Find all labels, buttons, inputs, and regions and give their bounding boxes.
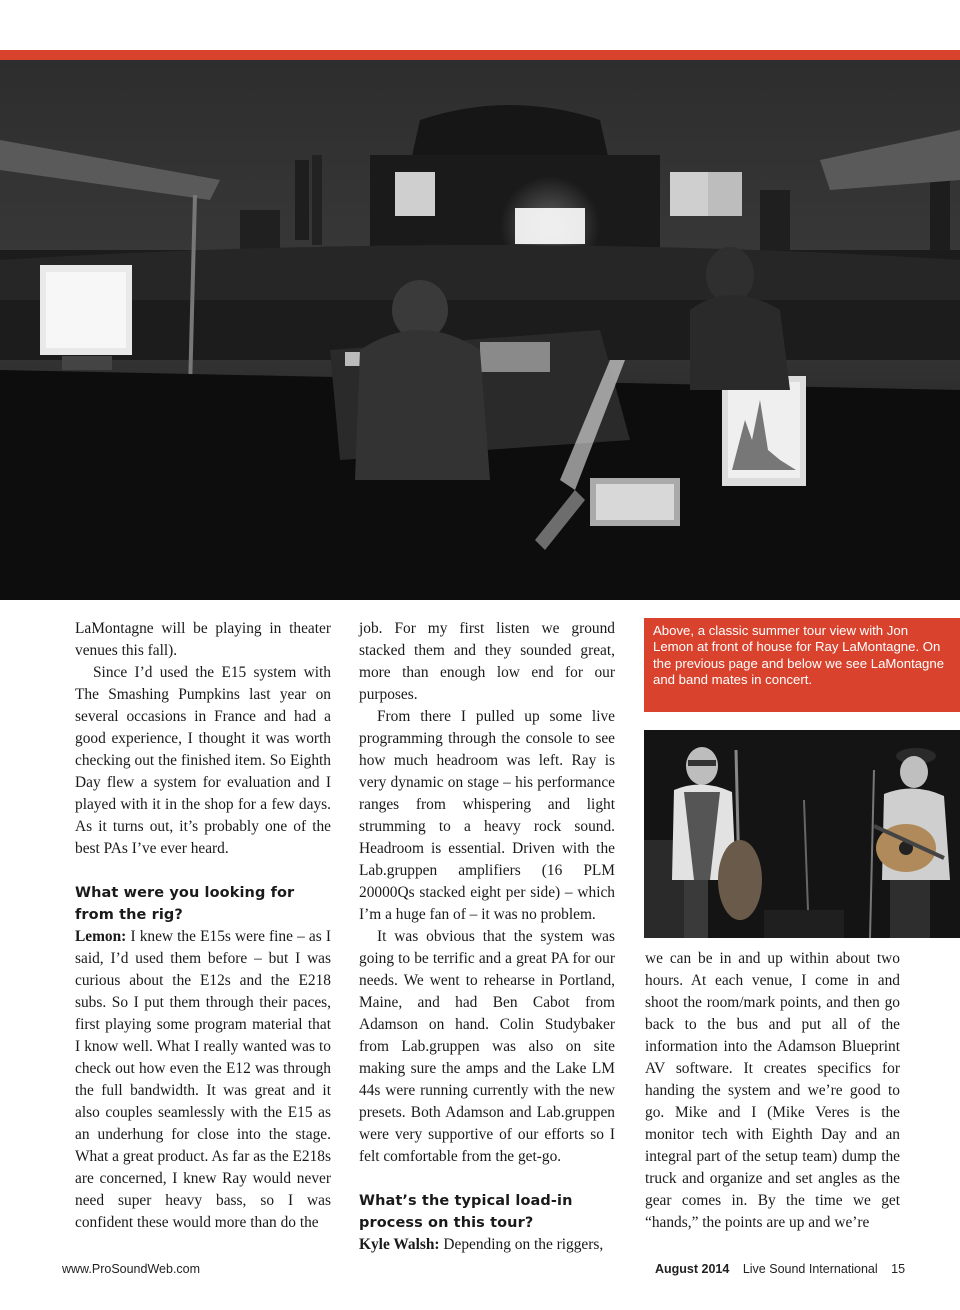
interview-question-heading: What were you looking for from the rig? [75, 885, 295, 923]
publication-name: Live Sound International [742, 1262, 878, 1276]
article-column-2 [359, 618, 615, 1256]
article-column-3 [645, 948, 900, 1234]
answer-text: I knew the E15s were fine – as I said, I’d used them before – but I was curious about the E12s and the E218 subs. So I put them through their paces, first playing some program material that I know well. What I really wanted was to check out how even the E12 was through the full bandwidth. It was great and it also couples seamlessly with the E15 as an underhung for close into the stage. What a great product. As far as the E218s are concerned, I knew Ray would never need super heavy bass, so I was confident these would more than do the [75, 928, 331, 1231]
speaker-name: Lemon: [75, 928, 127, 945]
interview-answer [75, 926, 331, 1234]
paragraph: From there I pulled up some live programming through the console to see how much headroom was left. Ray is very dynamic on stage – his performance ranges from whispering and light strumming to a heavy rock sound. Headroom is essential. Driven with the Lab.gruppen amplifiers (16 PLM 20000Qs stacked eight per side) – which I’m a huge fan of – it was no problem. [359, 708, 615, 923]
paragraph: Since I’d used the E15 system with The Smashing Pumpkins last year on several occasions in France and had a good experience, I thought it was worth checking out the finished item. So Eighth Day flew a system for evaluation and I played with it in the shop for a few days. As it turns out, it’s probably one of the best PAs I’ve ever heard. [75, 664, 331, 857]
footer-website: www.ProSoundWeb.com [62, 1262, 201, 1276]
issue-date: August 2014 [655, 1262, 730, 1276]
article-column-1 [75, 618, 331, 1234]
page-number: 15 [891, 1262, 906, 1276]
answer-text: Depending on the riggers, [439, 1236, 604, 1253]
paragraph: job. For my first listen we ground stacked them and they sounded great, more than enough low end for our purposes. [359, 620, 615, 703]
interview-answer [359, 1234, 615, 1256]
band-concert-photo [644, 730, 960, 938]
photo-caption: Above, a classic summer tour view with Jon Lemon at front of house for Ray LaMontagne. On the previous page and below we see LaMontagne and band mates in concert. [644, 618, 960, 712]
footer-info [655, 1262, 915, 1276]
paragraph: we can be in and up within about two hours. At each venue, I come in and shoot the room/mark points, and then go back to the bus and put all of the information into the Adamson Blueprint AV software. It creates specifics for handing the system and we’re good to go. Mike and I (Mike Veres is the monitor tech with Eighth Day and an integral part of the setup team) dump the truck and organize and set angles as the gear comes in. By the time we get “hands,” the points are up and we’re [645, 950, 900, 1231]
speaker-name: Kyle Walsh: [359, 1236, 440, 1253]
interview-question-heading: What’s the typical load-in process on this tour? [359, 1193, 573, 1231]
top-accent-bar [0, 50, 960, 60]
paragraph: LaMontagne will be playing in theater venues this fall). [75, 620, 331, 659]
paragraph: It was obvious that the system was going to be terrific and a great PA for our needs. We went to rehearse in Portland, Maine, and had Ben Cabot from Adamson on hand. Colin Studybaker from Lab.gruppen was also on site making sure the amps and the Lake LM 44s were running currently with the new presets. Both Adamson and Lab.gruppen were very supportive of our efforts so I felt comfortable from the get-go. [359, 928, 615, 1165]
front-of-house-photo [0, 60, 960, 600]
